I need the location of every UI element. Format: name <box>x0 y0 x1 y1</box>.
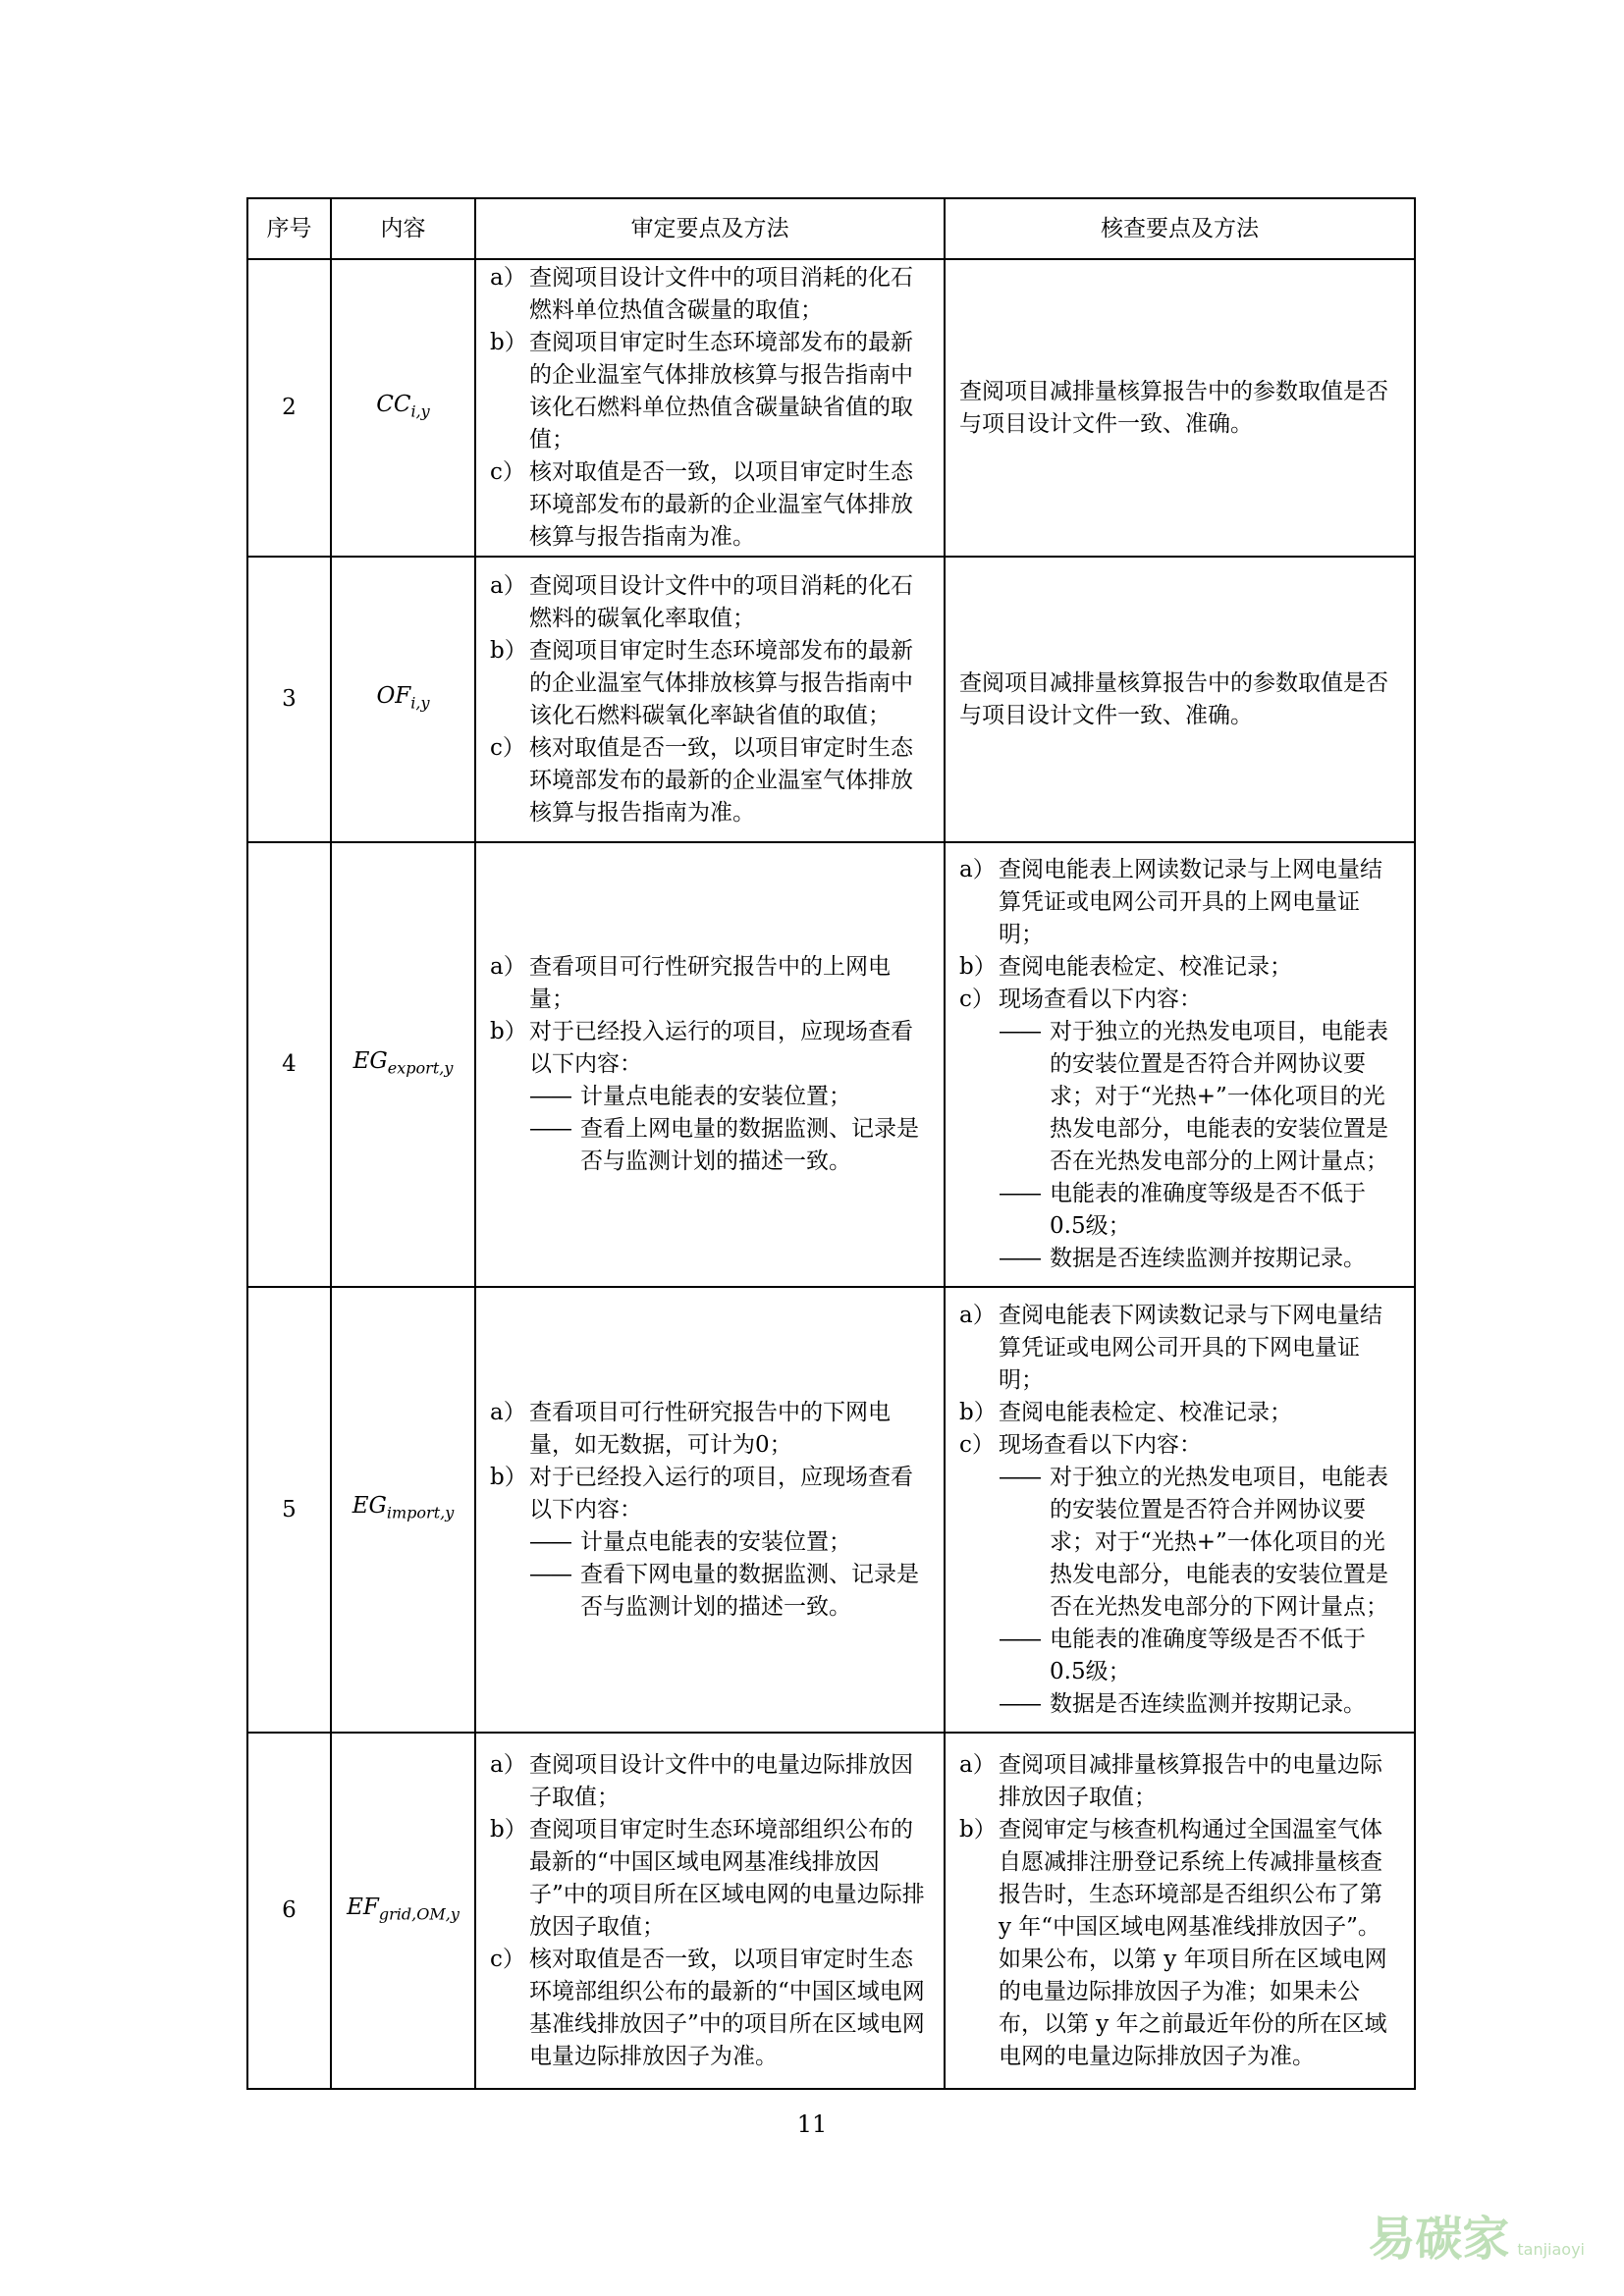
item-text: 核对取值是否一致，以项目审定时生态环境部组织公布的最新的“中国区域电网基准线排放因子”中的项目所在区域电网电量边际排放因子为准。 <box>529 1946 925 2069</box>
item-text: 核对取值是否一致，以项目审定时生态环境部发布的最新的企业温室气体排放核算与报告指南为准。 <box>529 734 913 826</box>
item-marker: —— <box>529 1528 570 1555</box>
item-text: 查阅项目设计文件中的项目消耗的化石燃料的碳氧化率取值； <box>529 572 913 631</box>
list-item <box>959 984 1400 1016</box>
review-method-cell <box>475 842 945 1287</box>
table-row <box>247 1733 1415 2089</box>
dash-item <box>490 1113 930 1178</box>
item-text: 查看项目可行性研究报告中的下网电量，如无数据，可计为0； <box>529 1399 891 1458</box>
item-marker: c） <box>490 734 525 761</box>
item-text: 查阅项目审定时生态环境部组织公布的最新的“中国区域电网基准线排放因子”中的项目所在区域电网的电量边际排放因子取值； <box>529 1816 925 1940</box>
list-item <box>490 1944 930 2073</box>
list-item <box>959 1749 1400 1814</box>
item-text: 查阅项目审定时生态环境部发布的最新的企业温室气体排放核算与报告指南中该化石燃料单位热值含碳量缺省值的取值； <box>529 330 913 453</box>
item-marker: a） <box>490 265 526 291</box>
verify-method-cell <box>945 1287 1415 1733</box>
list-item <box>490 570 930 635</box>
item-marker: b） <box>490 1816 527 1842</box>
item-marker: a） <box>959 1302 996 1328</box>
item-text: 查阅审定与核查机构通过全国温室气体自愿减排注册登记系统上传减排量核查报告时，生态环境部是否组织公布了第 y 年“中国区域电网基准线排放因子”。如果公布，以第 y 年项目所在区域电网的电量边际排放因子为准；如果未公布，以第 y 年之前最近年份的所在区域电网的电量边际排放因子为准。 <box>999 1816 1387 2069</box>
parameter-symbol <box>331 1733 475 2089</box>
item-text: 查阅电能表上网读数记录与上网电量结算凭证或电网公司开具的上网电量证明； <box>999 857 1382 947</box>
review-method-cell <box>475 259 945 557</box>
item-marker: a） <box>959 1751 996 1778</box>
item-marker: b） <box>490 1019 527 1044</box>
header-seq: 序号 <box>247 198 331 259</box>
symbol-subscript: grid,OM,y <box>378 1904 460 1924</box>
list-item <box>959 1300 1400 1397</box>
dash-item <box>490 1559 930 1624</box>
item-text: 对于已经投入运行的项目，应现场查看以下内容： <box>529 1019 913 1077</box>
item-text: 核对取值是否一致，以项目审定时生态环境部发布的最新的企业温室气体排放核算与报告指南为准。 <box>529 459 913 550</box>
list-item <box>959 951 1400 984</box>
verify-method-cell <box>945 259 1415 557</box>
item-marker: —— <box>999 1181 1040 1206</box>
item-marker: a） <box>490 1399 526 1425</box>
table-row <box>247 557 1415 842</box>
item-text: 查看上网电量的数据监测、记录是否与监测计划的描述一致。 <box>580 1116 919 1174</box>
item-marker: —— <box>529 1084 570 1109</box>
item-text: 查阅电能表检定、校准记录； <box>999 954 1292 980</box>
table-row <box>247 1287 1415 1733</box>
item-marker: a） <box>490 954 526 980</box>
parameter-symbol <box>331 259 475 557</box>
verify-method-cell <box>945 1733 1415 2089</box>
item-marker: b） <box>490 330 527 355</box>
row-number: 2 <box>247 259 331 557</box>
list-item <box>490 262 930 327</box>
dash-item <box>959 1178 1400 1243</box>
row-number: 5 <box>247 1287 331 1733</box>
review-verification-table <box>246 197 1416 2090</box>
verify-method-cell <box>945 842 1415 1287</box>
item-text: 电能表的准确度等级是否不低于0.5级； <box>1050 1626 1366 1684</box>
item-marker: a） <box>490 1751 526 1778</box>
symbol-base: EF <box>347 1894 379 1920</box>
review-method-cell <box>475 557 945 842</box>
item-marker: b） <box>490 637 527 664</box>
list-item <box>490 1749 930 1814</box>
item-marker: b） <box>959 1399 997 1425</box>
row-number: 3 <box>247 557 331 842</box>
list-item <box>959 1814 1400 2073</box>
list-item <box>490 732 930 829</box>
item-marker: a） <box>490 572 526 599</box>
item-marker: c） <box>959 1431 995 1458</box>
dash-item <box>959 1243 1400 1275</box>
table-header-row <box>247 198 1415 259</box>
symbol-base: EG <box>352 1493 387 1520</box>
item-text: 查阅项目减排量核算报告中的电量边际排放因子取值； <box>999 1751 1382 1810</box>
list-item <box>490 1397 930 1462</box>
row-number: 6 <box>247 1733 331 2089</box>
item-text: 查阅项目设计文件中的项目消耗的化石燃料单位热值含碳量的取值； <box>529 265 913 323</box>
item-text: 计量点电能表的安装位置； <box>580 1528 851 1555</box>
item-text: 电能表的准确度等级是否不低于0.5级； <box>1050 1181 1366 1239</box>
table-body <box>247 259 1415 2089</box>
item-text: 对于独立的光热发电项目，电能表的安装位置是否符合并网协议要求；对于“光热+”一体化项目的光热发电部分，电能表的安装位置是否在光热发电部分的上网计量点； <box>1050 1019 1388 1174</box>
list-item <box>490 1016 930 1081</box>
item-marker: a） <box>959 857 996 882</box>
review-method-cell <box>475 1733 945 2089</box>
table-row <box>247 259 1415 557</box>
item-text: 数据是否连续监测并按期记录。 <box>1050 1246 1366 1271</box>
symbol-subscript: export,y <box>387 1058 454 1078</box>
item-text: 现场查看以下内容： <box>999 1431 1202 1458</box>
item-marker: b） <box>959 1816 997 1842</box>
parameter-symbol <box>331 842 475 1287</box>
symbol-base: CC <box>376 391 411 417</box>
paragraph <box>959 376 1400 441</box>
symbol-subscript: import,y <box>386 1503 455 1522</box>
item-text: 查阅项目减排量核算报告中的参数取值是否与项目设计文件一致、准确。 <box>959 669 1388 728</box>
symbol-subscript: i,y <box>410 401 430 421</box>
item-marker: —— <box>999 1690 1040 1717</box>
list-item <box>959 854 1400 951</box>
watermark-logo <box>1368 2201 1585 2269</box>
symbol-base: EG <box>352 1047 388 1074</box>
parameter-symbol <box>331 557 475 842</box>
item-marker: c） <box>490 459 525 485</box>
header-content: 内容 <box>331 198 475 259</box>
symbol-base: OF <box>376 682 411 709</box>
header-verify-method: 核查要点及方法 <box>945 198 1415 259</box>
parameter-symbol <box>331 1287 475 1733</box>
item-marker: —— <box>529 1561 570 1587</box>
list-item <box>959 1397 1400 1429</box>
item-marker: —— <box>999 1246 1040 1271</box>
dash-item <box>959 1462 1400 1624</box>
row-number: 4 <box>247 842 331 1287</box>
list-item <box>490 635 930 732</box>
item-marker: c） <box>959 987 995 1012</box>
header-review-method: 审定要点及方法 <box>475 198 945 259</box>
item-text: 查看下网电量的数据监测、记录是否与监测计划的描述一致。 <box>580 1561 919 1620</box>
verify-method-cell <box>945 557 1415 842</box>
table-row <box>247 842 1415 1287</box>
item-marker: —— <box>999 1019 1040 1044</box>
list-item <box>490 951 930 1016</box>
item-marker: —— <box>529 1116 570 1142</box>
item-text: 查阅电能表下网读数记录与下网电量结算凭证或电网公司开具的下网电量证明； <box>999 1302 1382 1393</box>
item-text: 对于已经投入运行的项目，应现场查看以下内容： <box>529 1464 913 1522</box>
item-marker: b） <box>959 954 997 980</box>
item-text: 查阅项目减排量核算报告中的参数取值是否与项目设计文件一致、准确。 <box>959 378 1388 437</box>
item-text: 计量点电能表的安装位置； <box>580 1084 851 1109</box>
list-item <box>490 327 930 456</box>
item-marker: b） <box>490 1464 527 1490</box>
item-text: 查阅电能表检定、校准记录； <box>999 1399 1292 1425</box>
dash-item <box>959 1624 1400 1688</box>
dash-item <box>490 1081 930 1113</box>
item-marker: —— <box>999 1626 1040 1652</box>
watermark-cn: 易碳家 <box>1368 2212 1510 2267</box>
item-text: 对于独立的光热发电项目，电能表的安装位置是否符合并网协议要求；对于“光热+”一体化项目的光热发电部分，电能表的安装位置是否在光热发电部分的下网计量点； <box>1050 1464 1388 1620</box>
symbol-subscript: i,y <box>410 693 430 713</box>
item-marker: —— <box>999 1464 1040 1490</box>
item-text: 数据是否连续监测并按期记录。 <box>1050 1690 1366 1717</box>
item-text: 查阅项目设计文件中的电量边际排放因子取值； <box>529 1751 913 1810</box>
item-text: 查看项目可行性研究报告中的上网电量； <box>529 954 891 1012</box>
dash-item <box>959 1016 1400 1178</box>
item-text: 现场查看以下内容： <box>999 987 1202 1012</box>
list-item <box>490 1462 930 1526</box>
item-marker: c） <box>490 1946 525 1972</box>
dash-item <box>959 1688 1400 1721</box>
list-item <box>959 1429 1400 1462</box>
list-item <box>490 456 930 554</box>
page-number: 11 <box>796 2110 828 2138</box>
dash-item <box>490 1526 930 1559</box>
item-text: 查阅项目审定时生态环境部发布的最新的企业温室气体排放核算与报告指南中该化石燃料碳氧化率缺省值的取值； <box>529 637 913 728</box>
review-method-cell <box>475 1287 945 1733</box>
list-item <box>490 1814 930 1944</box>
watermark-en: tanjiaoyi <box>1517 2240 1585 2259</box>
paragraph <box>959 667 1400 732</box>
